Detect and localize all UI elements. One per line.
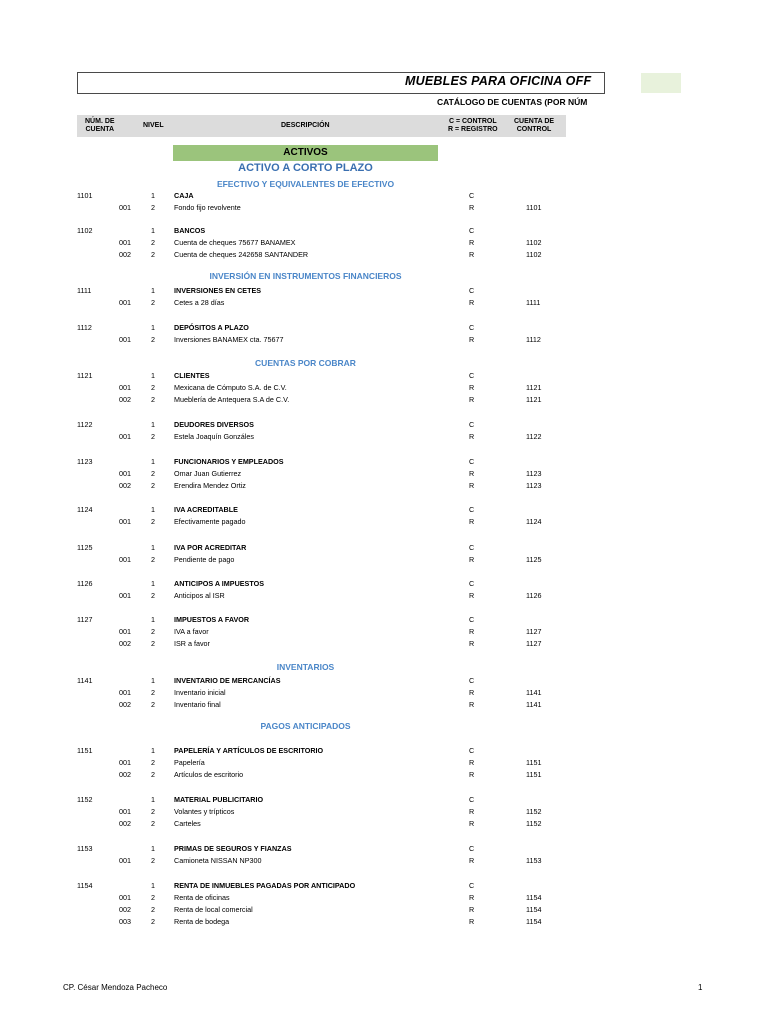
control-account: 1121 bbox=[526, 395, 542, 404]
control-account: 1141 bbox=[526, 688, 542, 697]
account-number: 1141 bbox=[77, 676, 93, 685]
table-row bbox=[0, 334, 768, 345]
subaccount-number: 001 bbox=[119, 688, 131, 697]
subaccount-number: 001 bbox=[119, 758, 131, 767]
subaccount-number: 002 bbox=[119, 770, 131, 779]
level: 1 bbox=[151, 676, 155, 685]
account-number: 1153 bbox=[77, 844, 93, 853]
description: IVA ACREDITABLE bbox=[174, 505, 238, 514]
table-row bbox=[0, 225, 768, 236]
control-register: R bbox=[469, 250, 475, 259]
control-register: C bbox=[469, 579, 475, 588]
control-account: 1102 bbox=[526, 238, 542, 247]
subaccount-number: 001 bbox=[119, 203, 131, 212]
description: RENTA DE INMUEBLES PAGADAS POR ANTICIPADO bbox=[174, 881, 356, 890]
table-row bbox=[0, 516, 768, 527]
level: 1 bbox=[151, 286, 155, 295]
account-number: 1151 bbox=[77, 746, 93, 755]
header-num-cuenta-line1: NÚM. DE bbox=[85, 118, 115, 125]
level: 1 bbox=[151, 191, 155, 200]
level: 2 bbox=[151, 770, 155, 779]
account-number: 1112 bbox=[77, 323, 92, 332]
control-account: 1151 bbox=[526, 758, 542, 767]
control-register: C bbox=[469, 286, 475, 295]
description: CLIENTES bbox=[174, 371, 210, 380]
subaccount-number: 003 bbox=[119, 917, 131, 926]
table-row bbox=[0, 590, 768, 601]
table-row bbox=[0, 456, 768, 467]
control-account: 1153 bbox=[526, 856, 542, 865]
table-row bbox=[0, 480, 768, 491]
description: BANCOS bbox=[174, 226, 206, 235]
table-row bbox=[0, 855, 768, 866]
account-number: 1122 bbox=[77, 420, 93, 429]
level: 1 bbox=[151, 844, 155, 853]
description: Carteles bbox=[174, 819, 201, 828]
control-register: R bbox=[469, 203, 475, 212]
control-account: 1101 bbox=[526, 203, 542, 212]
description: IVA POR ACREDITAR bbox=[174, 543, 247, 552]
control-register: C bbox=[469, 420, 475, 429]
level: 2 bbox=[151, 893, 155, 902]
table-row bbox=[0, 237, 768, 248]
level: 1 bbox=[151, 226, 155, 235]
level: 2 bbox=[151, 555, 155, 564]
table-row bbox=[0, 794, 768, 805]
table-row bbox=[0, 322, 768, 333]
level: 2 bbox=[151, 517, 155, 526]
table-row bbox=[0, 419, 768, 430]
table-row bbox=[0, 818, 768, 829]
description: PRIMAS DE SEGUROS Y FIANZAS bbox=[174, 844, 292, 853]
control-account: 1123 bbox=[526, 481, 542, 490]
control-account: 1122 bbox=[526, 432, 542, 441]
subaccount-number: 001 bbox=[119, 432, 131, 441]
control-account: 1126 bbox=[526, 591, 542, 600]
control-account: 1141 bbox=[526, 700, 542, 709]
description: IVA a favor bbox=[174, 627, 209, 636]
section-cuentas-cobrar: CUENTAS POR COBRAR bbox=[255, 358, 356, 368]
control-register: R bbox=[469, 555, 475, 564]
control-register: R bbox=[469, 517, 475, 526]
control-register: R bbox=[469, 893, 475, 902]
table-row bbox=[0, 431, 768, 442]
table-row bbox=[0, 638, 768, 649]
control-register: C bbox=[469, 881, 475, 890]
control-register: R bbox=[469, 639, 475, 648]
control-register: R bbox=[469, 700, 475, 709]
description: Renta de local comercial bbox=[174, 905, 253, 914]
subaccount-number: 001 bbox=[119, 856, 131, 865]
subaccount-number: 001 bbox=[119, 383, 131, 392]
level: 1 bbox=[151, 323, 155, 332]
table-row bbox=[0, 249, 768, 260]
table-row bbox=[0, 675, 768, 686]
description: Erendira Mendez Ortiz bbox=[174, 481, 246, 490]
table-row bbox=[0, 468, 768, 479]
table-row bbox=[0, 880, 768, 891]
control-register: R bbox=[469, 807, 475, 816]
account-number: 1127 bbox=[77, 615, 93, 624]
table-row bbox=[0, 626, 768, 637]
control-register: R bbox=[469, 819, 475, 828]
header-control-line1: CUENTA DE bbox=[514, 118, 555, 125]
level: 2 bbox=[151, 819, 155, 828]
description: DEUDORES DIVERSOS bbox=[174, 420, 254, 429]
level: 2 bbox=[151, 250, 155, 259]
title-fill bbox=[641, 73, 681, 93]
control-register: R bbox=[469, 688, 475, 697]
description: Pendiente de pago bbox=[174, 555, 235, 564]
table-row bbox=[0, 687, 768, 698]
subaccount-number: 002 bbox=[119, 819, 131, 828]
description: ISR a favor bbox=[174, 639, 210, 648]
control-register: R bbox=[469, 298, 475, 307]
table-row bbox=[0, 190, 768, 201]
header-cr bbox=[448, 118, 498, 134]
subaccount-number: 002 bbox=[119, 481, 131, 490]
account-number: 1154 bbox=[77, 881, 93, 890]
level: 2 bbox=[151, 700, 155, 709]
control-account: 1125 bbox=[526, 555, 542, 564]
level: 2 bbox=[151, 627, 155, 636]
table-row bbox=[0, 806, 768, 817]
control-register: C bbox=[469, 191, 475, 200]
subaccount-number: 001 bbox=[119, 298, 131, 307]
section-inventarios: INVENTARIOS bbox=[276, 662, 335, 672]
account-number: 1111 bbox=[77, 286, 92, 295]
level: 2 bbox=[151, 383, 155, 392]
subaccount-number: 002 bbox=[119, 905, 131, 914]
description: Efectivamente pagado bbox=[174, 517, 246, 526]
control-account: 1151 bbox=[526, 770, 542, 779]
description: Camioneta NISSAN NP300 bbox=[174, 856, 262, 865]
heading-activo-corto-plazo: ACTIVO A CORTO PLAZO bbox=[238, 162, 373, 174]
control-register: R bbox=[469, 383, 475, 392]
heading-activos: ACTIVOS bbox=[173, 145, 438, 161]
control-account: 1111 bbox=[526, 298, 541, 307]
subaccount-number: 001 bbox=[119, 335, 131, 344]
table-row bbox=[0, 202, 768, 213]
table-row bbox=[0, 394, 768, 405]
control-register: C bbox=[469, 505, 475, 514]
control-register: R bbox=[469, 238, 475, 247]
subaccount-number: 001 bbox=[119, 469, 131, 478]
level: 2 bbox=[151, 758, 155, 767]
table-row bbox=[0, 843, 768, 854]
description: Artículos de escritorio bbox=[174, 770, 244, 779]
description: Renta de bodega bbox=[174, 917, 230, 926]
level: 2 bbox=[151, 639, 155, 648]
description: ANTICIPOS A IMPUESTOS bbox=[174, 579, 264, 588]
header-cr-line1: C = CONTROL bbox=[448, 118, 497, 125]
control-register: C bbox=[469, 676, 475, 685]
table-row bbox=[0, 699, 768, 710]
level: 1 bbox=[151, 457, 155, 466]
header-num-cuenta bbox=[85, 118, 115, 134]
description: INVERSIONES EN CETES bbox=[174, 286, 262, 295]
level: 1 bbox=[151, 881, 155, 890]
subaccount-number: 002 bbox=[119, 395, 131, 404]
level: 1 bbox=[151, 615, 155, 624]
account-number: 1121 bbox=[77, 371, 93, 380]
level: 2 bbox=[151, 856, 155, 865]
control-register: C bbox=[469, 615, 475, 624]
control-register: R bbox=[469, 758, 475, 767]
document-title-box bbox=[77, 72, 605, 94]
account-number: 1125 bbox=[77, 543, 93, 552]
level: 2 bbox=[151, 238, 155, 247]
level: 1 bbox=[151, 746, 155, 755]
table-row bbox=[0, 504, 768, 515]
table-row bbox=[0, 614, 768, 625]
level: 1 bbox=[151, 505, 155, 514]
control-register: C bbox=[469, 795, 475, 804]
table-row bbox=[0, 757, 768, 768]
control-account: 1127 bbox=[526, 627, 542, 636]
level: 2 bbox=[151, 688, 155, 697]
description: Renta de oficinas bbox=[174, 893, 230, 902]
level: 2 bbox=[151, 298, 155, 307]
control-register: R bbox=[469, 856, 475, 865]
account-number: 1101 bbox=[77, 191, 93, 200]
subaccount-number: 001 bbox=[119, 517, 131, 526]
section-inversion: INVERSIÓN EN INSTRUMENTOS FINANCIEROS bbox=[209, 271, 402, 281]
control-register: R bbox=[469, 905, 475, 914]
subaccount-number: 001 bbox=[119, 893, 131, 902]
control-account: 1112 bbox=[526, 335, 541, 344]
control-account: 1121 bbox=[526, 383, 542, 392]
table-row bbox=[0, 769, 768, 780]
control-register: R bbox=[469, 627, 475, 636]
control-register: R bbox=[469, 591, 475, 600]
control-account: 1154 bbox=[526, 893, 542, 902]
control-register: C bbox=[469, 323, 475, 332]
table-row bbox=[0, 892, 768, 903]
description: Cuenta de cheques 242658 SANTANDER bbox=[174, 250, 309, 259]
control-register: R bbox=[469, 335, 475, 344]
control-register: C bbox=[469, 226, 475, 235]
control-account: 1152 bbox=[526, 819, 542, 828]
footer-author: CP. César Mendoza Pacheco bbox=[63, 983, 168, 992]
level: 1 bbox=[151, 579, 155, 588]
description: Cuenta de cheques 75677 BANAMEX bbox=[174, 238, 296, 247]
control-register: R bbox=[469, 432, 475, 441]
control-account: 1154 bbox=[526, 905, 542, 914]
account-number: 1152 bbox=[77, 795, 93, 804]
account-number: 1126 bbox=[77, 579, 93, 588]
level: 2 bbox=[151, 481, 155, 490]
control-register: C bbox=[469, 844, 475, 853]
document-subtitle: CATÁLOGO DE CUENTAS (POR NÚM bbox=[437, 97, 588, 107]
header-num-cuenta-line2: CUENTA bbox=[85, 126, 115, 133]
table-row bbox=[0, 382, 768, 393]
level: 2 bbox=[151, 203, 155, 212]
control-register: C bbox=[469, 457, 475, 466]
description: Cetes a 28 días bbox=[174, 298, 225, 307]
account-number: 1124 bbox=[77, 505, 93, 514]
footer-page-number: 1 bbox=[698, 983, 703, 992]
subaccount-number: 002 bbox=[119, 250, 131, 259]
description: INVENTARIO DE MERCANCÍAS bbox=[174, 676, 281, 685]
table-row bbox=[0, 554, 768, 565]
control-register: R bbox=[469, 917, 475, 926]
control-register: C bbox=[469, 371, 475, 380]
subaccount-number: 001 bbox=[119, 555, 131, 564]
header-nivel: NIVEL bbox=[143, 122, 164, 129]
description: Omar Juan Gutierrez bbox=[174, 469, 242, 478]
level: 2 bbox=[151, 335, 155, 344]
control-account: 1154 bbox=[526, 917, 542, 926]
level: 1 bbox=[151, 795, 155, 804]
section-pagos-anticipados: PAGOS ANTICIPADOS bbox=[260, 721, 351, 731]
description: Estela Joaquín Gonzáles bbox=[174, 432, 254, 441]
subaccount-number: 001 bbox=[119, 627, 131, 636]
level: 2 bbox=[151, 469, 155, 478]
document-title: MUEBLES PARA OFICINA OFF bbox=[405, 74, 592, 88]
level: 2 bbox=[151, 395, 155, 404]
description: PAPELERÍA Y ARTÍCULOS DE ESCRITORIO bbox=[174, 746, 324, 755]
control-account: 1124 bbox=[526, 517, 542, 526]
description: CAJA bbox=[174, 191, 194, 200]
header-control-line2: CONTROL bbox=[516, 126, 552, 133]
control-register: R bbox=[469, 395, 475, 404]
description: Papelería bbox=[174, 758, 205, 767]
control-register: C bbox=[469, 746, 475, 755]
section-efectivo: EFECTIVO Y EQUIVALENTES DE EFECTIVO bbox=[216, 179, 395, 189]
description: Fondo fijo revolvente bbox=[174, 203, 241, 212]
control-account: 1152 bbox=[526, 807, 542, 816]
account-number: 1123 bbox=[77, 457, 93, 466]
description: IMPUESTOS A FAVOR bbox=[174, 615, 250, 624]
level: 2 bbox=[151, 807, 155, 816]
description: Inventario final bbox=[174, 700, 221, 709]
table-row bbox=[0, 916, 768, 927]
control-account: 1102 bbox=[526, 250, 542, 259]
account-number: 1102 bbox=[77, 226, 93, 235]
description: Inventario inicial bbox=[174, 688, 226, 697]
description: Inversiones BANAMEX cta. 75677 bbox=[174, 335, 284, 344]
table-row bbox=[0, 904, 768, 915]
table-row bbox=[0, 578, 768, 589]
level: 2 bbox=[151, 905, 155, 914]
description: Volantes y trípticos bbox=[174, 807, 235, 816]
subaccount-number: 001 bbox=[119, 807, 131, 816]
control-account: 1123 bbox=[526, 469, 542, 478]
table-row bbox=[0, 745, 768, 756]
control-account: 1127 bbox=[526, 639, 542, 648]
table-row bbox=[0, 285, 768, 296]
table-row bbox=[0, 297, 768, 308]
description: DEPÓSITOS A PLAZO bbox=[174, 323, 249, 332]
header-descripcion: DESCRIPCIÓN bbox=[281, 122, 330, 129]
header-cr-line2: R = REGISTRO bbox=[448, 126, 498, 133]
level: 2 bbox=[151, 591, 155, 600]
table-row bbox=[0, 542, 768, 553]
description: Mueblería de Antequera S.A de C.V. bbox=[174, 395, 290, 404]
description: Mexicana de Cómputo S.A. de C.V. bbox=[174, 383, 287, 392]
subaccount-number: 001 bbox=[119, 238, 131, 247]
description: FUNCIONARIOS Y EMPLEADOS bbox=[174, 457, 284, 466]
description: MATERIAL PUBLICITARIO bbox=[174, 795, 264, 804]
subaccount-number: 002 bbox=[119, 700, 131, 709]
control-register: R bbox=[469, 481, 475, 490]
table-row bbox=[0, 370, 768, 381]
control-register: C bbox=[469, 543, 475, 552]
level: 2 bbox=[151, 432, 155, 441]
header-cuenta-control bbox=[514, 118, 554, 134]
level: 1 bbox=[151, 543, 155, 552]
subaccount-number: 002 bbox=[119, 639, 131, 648]
control-register: R bbox=[469, 469, 475, 478]
level: 1 bbox=[151, 371, 155, 380]
control-register: R bbox=[469, 770, 475, 779]
description: Anticipos al ISR bbox=[174, 591, 225, 600]
level: 2 bbox=[151, 917, 155, 926]
level: 1 bbox=[151, 420, 155, 429]
subaccount-number: 001 bbox=[119, 591, 131, 600]
